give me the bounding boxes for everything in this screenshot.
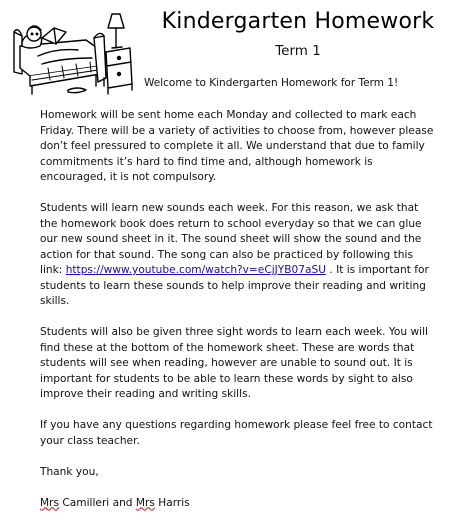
paragraph-sounds [40, 201, 438, 310]
paragraph-sounds-text: Students will learn new sounds each week. For this reason, we ask that the homework book does return to school everyday so that we can glue our new sound sheet in it. The sound sheet will show the sound and the action for that sound. The song can also be practiced by following this link: [40, 202, 422, 276]
paragraph-homework-schedule: Homework will be sent home each Monday and collected to mark each Friday. There will be a variety of activities to choose from, however please don’t feel pressured to complete it all. We understand that due to family commitments it’s hard to find time and, although homework is encouraged, it is not compulsory. [40, 109, 434, 183]
paragraph-sight-words: Students will also be given three sight words to learn each week. You will find these at the bottom of the homework sheet. These are words that students will see when reading, however are unable to sound out. It is important for students to be able to learn these words by sight to also improve their reading and writing skills. [40, 326, 428, 400]
signature-name-2: Harris [154, 496, 190, 509]
signature [40, 496, 438, 512]
paragraph-sounds-text-end: . It is important for students to learn these sounds to help improve their reading and writing skills. [40, 264, 429, 307]
signature-name-1: Camilleri and [59, 496, 136, 509]
welcome-line: Welcome to Kindergarten Homework for Term 1! [144, 77, 399, 89]
signature-title-2: Mrs [135, 496, 155, 509]
youtube-link[interactable]: https://www.youtube.com/watch?v=eCjJYB07aSU [65, 264, 326, 276]
closing-thanks: Thank you, [40, 465, 99, 478]
page-title: Kindergarten Homework [161, 9, 435, 34]
signature-title-1: Mrs [40, 496, 60, 509]
child-in-bed-reading-icon [8, 2, 140, 98]
page-subtitle: Term 1 [275, 43, 321, 59]
letter-body [40, 108, 438, 527]
paragraph-questions: If you have any questions regarding homework please feel free to contact your class teacher. [40, 419, 433, 447]
